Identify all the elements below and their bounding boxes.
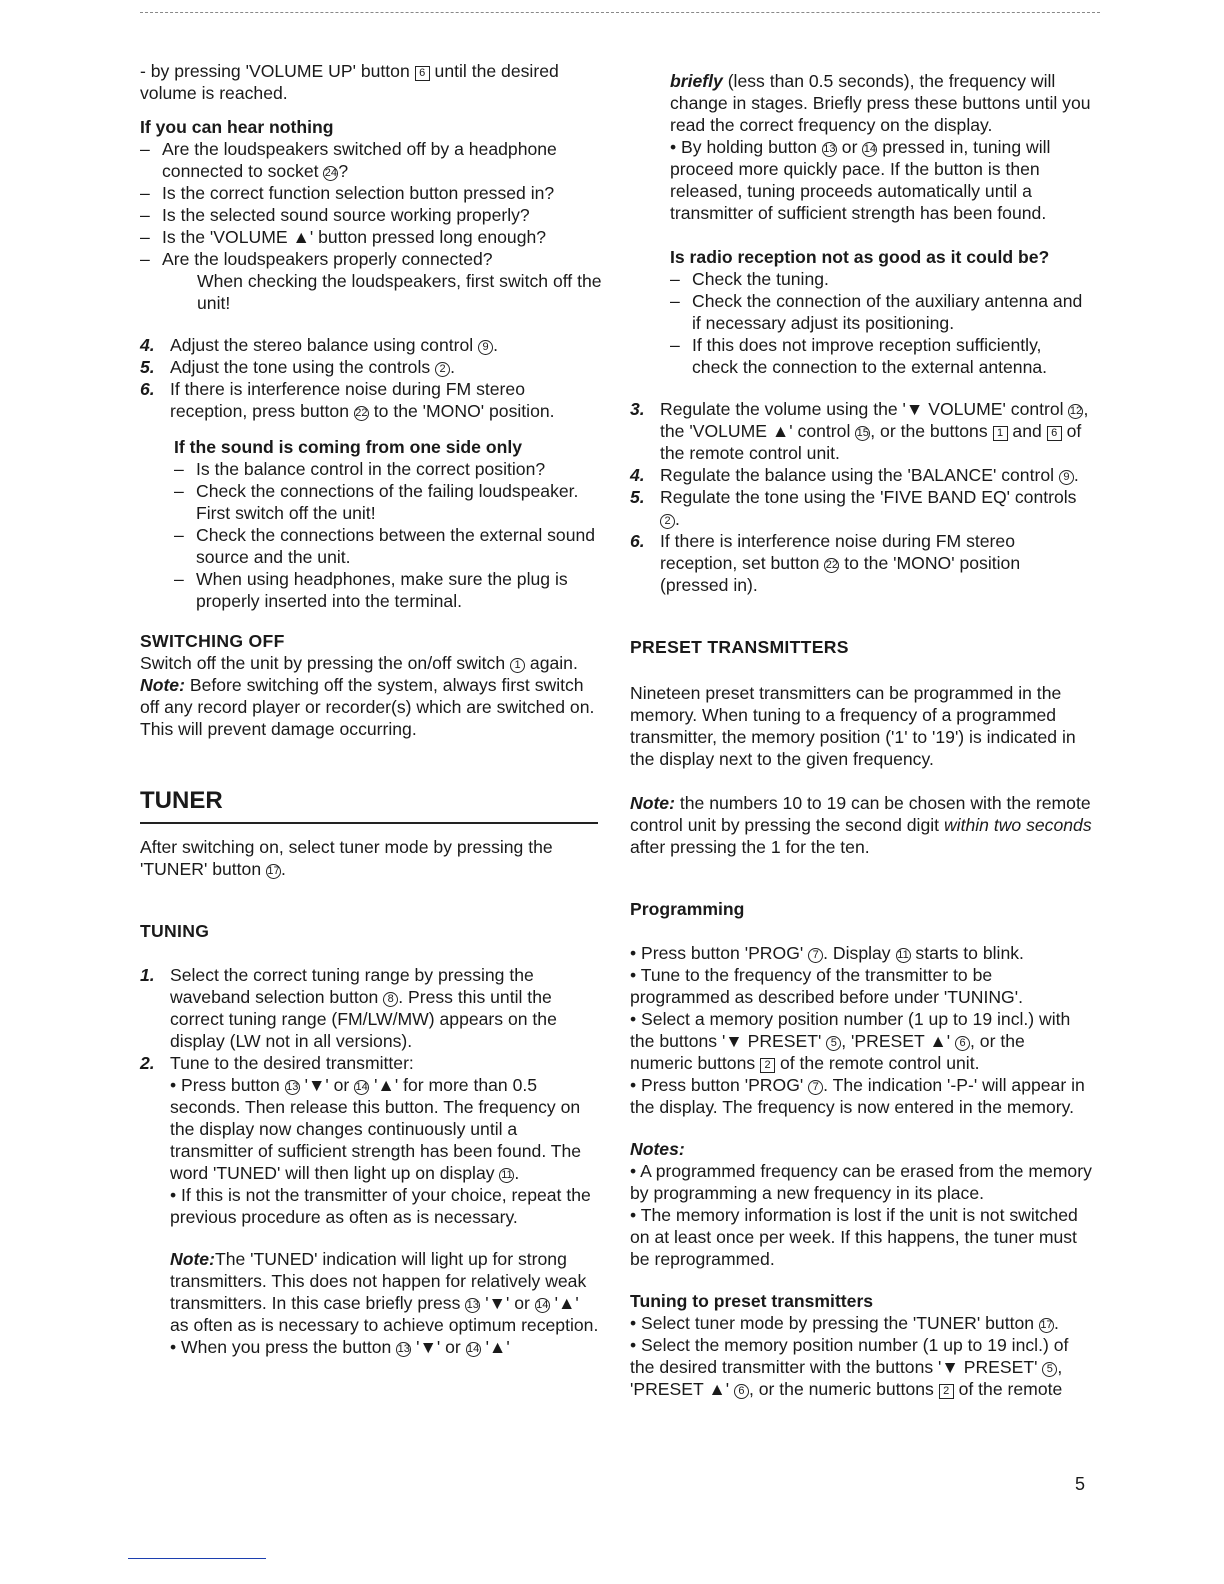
tuning-bullet-3: • When you press the button 13 '▼' or 14 '▲' (170, 1337, 510, 1357)
notes-heading: Notes: (630, 1139, 685, 1159)
list-item: – Is the balance control in the correct position? (174, 459, 546, 479)
list-item: – Are the loudspeakers switched off by a headphone connected to socket 24? (140, 139, 557, 181)
list-item: – Is the 'VOLUME ▲' button pressed long enough? (140, 227, 547, 247)
heading-rule (140, 822, 598, 824)
step-4: 4. Adjust the stereo balance using control 9 . (140, 335, 498, 355)
list-item: – Is the correct function selection button pressed in? (140, 183, 555, 203)
prog-bullet-2: • Tune to the frequency of the transmitter to be programmed as described before under 'TUNING'. (630, 965, 1023, 1007)
left-column (140, 60, 602, 1358)
right-column (630, 70, 1092, 1400)
one-side-heading: If the sound is coming from one side only (174, 437, 522, 457)
list-item: – When using headphones, make sure the plug is properly inserted into the terminal. (174, 569, 568, 611)
prog-bullet-3: • Select a memory position number (1 up to 19 incl.) with the buttons '▼ PRESET' 5 , 'PRESET ▲' 6 , or the numeric buttons 2 of the remote control unit. (630, 1009, 1071, 1073)
tuning-continued: briefly (less than 0.5 seconds), the frequency will change in stages. Briefly press these buttons until you read the correct frequency on the display. (670, 71, 1091, 135)
step-5: 5. Regulate the tone using the 'FIVE BAND EQ' controls 2 . (630, 487, 1077, 529)
list-item: – Is the selected sound source working properly? (140, 205, 530, 225)
remote-note: Note: the numbers 10 to 19 can be chosen with the remote control unit by pressing the second digit within two seconds after pressing the 1 for the ten. (630, 793, 1092, 857)
tuning-bullet-1: • Press button 13 '▼' or 14 '▲' for more than 0.5 seconds. Then release this button. The frequency on the display now changes continuously until a transmitter of sufficient strength has been found. The word 'TUNED' will then light up on display 11 . (170, 1075, 582, 1183)
radio-reception-heading: Is radio reception not as good as it could be? (670, 247, 1050, 267)
prog-bullet-1: • Press button 'PROG' 7 . Display 11 starts to blink. (630, 943, 1024, 963)
remote-button-6-ref: 6 (415, 66, 430, 81)
list-item: – Check the connections of the failing loudspeaker. First switch off the unit! (174, 481, 579, 523)
programming-heading: Programming (630, 899, 745, 919)
scan-artifact-top (140, 12, 1100, 13)
tuner-heading: TUNER (140, 787, 223, 814)
tuning-preset-heading: Tuning to preset transmitters (630, 1291, 874, 1311)
notes-bullet-1: • A programmed frequency can be erased from the memory by programming a new frequency in its place. (630, 1161, 1092, 1203)
tuning-step-1: 1. Select the correct tuning range by pressing the waveband selection button 8 . Press this until the correct tuning range (FM/LW/MW) appears on the display (LW not in all versions). (140, 965, 557, 1051)
scan-artifact-bottom (128, 1558, 266, 1559)
step-3: 3. Regulate the volume using the '▼ VOLUME' control 12, the 'VOLUME ▲' control 15, or the buttons 1 and 6 of the remote control unit. (630, 399, 1089, 463)
preset-intro: Nineteen preset transmitters can be programmed in the memory. When tuning to a frequency of a programmed transmitter, the memory position ('1' to '19') is indicated in the display next to the given frequency. (630, 683, 1076, 769)
tuning-note: Note:The 'TUNED' indication will light up for strong transmitters. This does not happen for relatively weak transmitters. In this case briefly press 13 '▼' or 14 '▲' as often as is necessary to achieve optimum reception. (170, 1249, 599, 1335)
hear-nothing-heading: If you can hear nothing (140, 117, 334, 137)
prog-bullet-4: • Press button 'PROG' 7 . The indication '-P-' will appear in the display. The frequency is now entered in the memory. (630, 1075, 1085, 1117)
switching-off-heading: SWITCHING OFF (140, 631, 285, 651)
step-6: 6. If there is interference noise during FM stereo reception, press button 22 to the 'MONO' position. (140, 379, 555, 421)
step-6: 6. If there is interference noise during FM stereo reception, set button 22 to the 'MONO' position (pressed in). (630, 531, 1021, 595)
list-item: – Check the tuning. (670, 269, 829, 289)
tuner-intro: After switching on, select tuner mode by pressing the 'TUNER' button 17. (140, 837, 553, 879)
volume-up-instruction: - by pressing 'VOLUME UP' button 6 until the desired volume is reached. (140, 61, 559, 103)
list-item: – If this does not improve reception sufficiently, check the connection to the external antenna. (670, 335, 1048, 377)
list-item: – Check the connection of the auxiliary antenna and if necessary adjust its positioning. (670, 291, 1083, 333)
step-4: 4. Regulate the balance using the 'BALANCE' control 9 . (630, 465, 1079, 485)
list-item: – Check the connections between the external sound source and the unit. (174, 525, 596, 567)
switching-off-text: Switch off the unit by pressing the on/off switch 1 again. Note: Before switching off the system, always first switch off any record player or recorder(s) which are switched on. This will prevent damage occurring. (140, 653, 595, 739)
tuning-heading: TUNING (140, 921, 210, 941)
hold-button-bullet: • By holding button 13 or 14 pressed in, tuning will proceed more quickly pace. If the button is then released, tuning proceeds automatically until a transmitter of sufficient strength has been found. (670, 137, 1051, 223)
tuning-step-2: 2. Tune to the desired transmitter: (140, 1053, 414, 1073)
tuning-preset-bullet-2: • Select the memory position number (1 up to 19 incl.) of the desired transmitter with the buttons '▼ PRESET' 5 , 'PRESET ▲' 6 , or the numeric buttons 2 of the remote (630, 1335, 1069, 1399)
preset-transmitters-heading: PRESET TRANSMITTERS (630, 637, 849, 657)
page-number: 5 (1075, 1474, 1086, 1494)
tuning-preset-bullet-1: • Select tuner mode by pressing the 'TUNER' button 17. (630, 1313, 1059, 1333)
list-item: – Are the loudspeakers properly connected? (140, 249, 493, 269)
tuning-bullet-2: • If this is not the transmitter of your choice, repeat the previous procedure as often as is necessary. (170, 1185, 591, 1227)
notes-bullet-2: • The memory information is lost if the unit is not switched on at least once per week. If this happens, the tuner must be reprogrammed. (630, 1205, 1078, 1269)
check-loudspeakers-note: When checking the loudspeakers, first switch off the unit! (197, 271, 602, 313)
step-5: 5. Adjust the tone using the controls 2 . (140, 357, 455, 377)
